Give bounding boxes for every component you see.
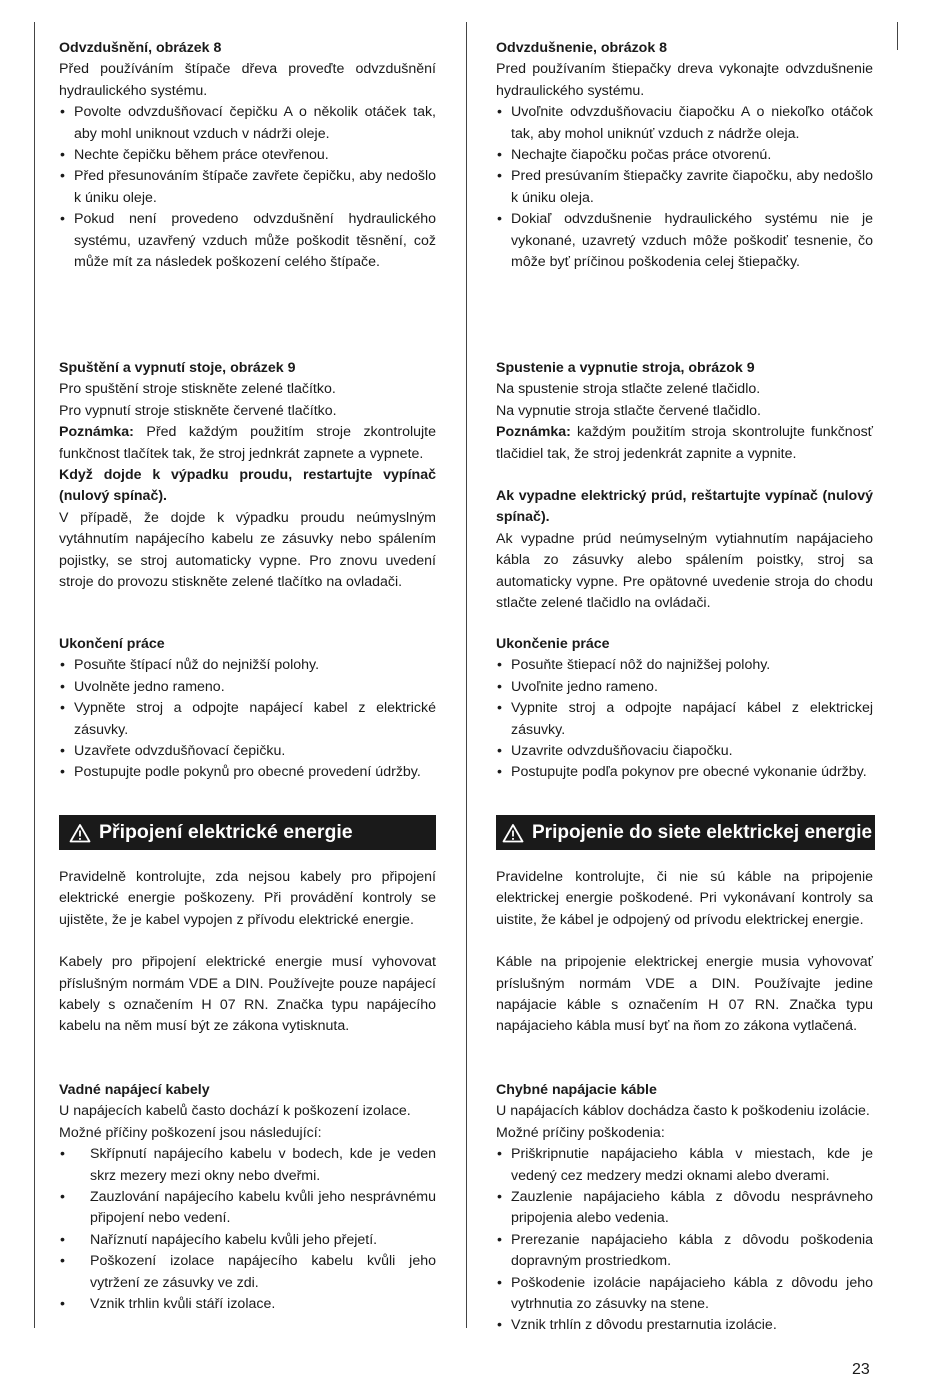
bullet-list xyxy=(59,655,436,783)
connection-section-cz xyxy=(59,867,436,1038)
section-title: Spuštění a vypnutí stoje, obrázek 9 xyxy=(59,360,296,376)
list-item: • Postupujte podľa pokynov pre obecné vykonanie údržby. xyxy=(496,762,873,783)
bullet-list xyxy=(496,1144,873,1337)
paragraph: Pravidelne kontrolujte, či nie sú káble na pripojenie elektrickej energie poškodené. Pri vykonávaní kontroly sa uistite, že kábel je odpojený od prívodu elektrickej energie. xyxy=(496,869,873,928)
section-title: Odvzdušnenie, obrázok 8 xyxy=(496,40,668,56)
list-item: • Posuňte štípací nůž do nejnižší polohy. xyxy=(59,655,436,676)
paragraph: V případě, že dojde k výpadku proudu neúmyslným vytáhnutím napájecího kabelu ze zásuvky nebo spálením pojistky, se stroj automaticky vypne. Pro znovu uvedení stroje do provozu stiskněte zelené tlačítko na ovladači. xyxy=(59,509,436,591)
power-failure-heading: Když dojde k výpadku proudu, restartujte vypínač (nulový spínač). xyxy=(59,467,436,505)
start-stop-section-sk xyxy=(496,358,873,614)
paragraph: Pravidelně kontrolujte, zda nejsou kabely pro připojení elektrické energie poškozeny. Při provádění kontroly se ujistěte, že je kabel vypojen z přívodu elektrické energie. xyxy=(59,869,436,928)
section-title: Ukončenie práce xyxy=(496,636,610,652)
paragraph: Na vypnutie stroja stlačte červené tlačidlo. xyxy=(496,402,761,419)
page-number: 23 xyxy=(852,1361,870,1378)
finish-section-cz xyxy=(59,634,436,784)
section-title: Spustenie a vypnutie stroja, obrázok 9 xyxy=(496,360,755,376)
paragraph: Káble na pripojenie elektrickej energie musia vyhovovať príslušným normám VDE a DIN. Používajte jedine napájacie káble s označením H 07 RN. Značka typu napájacieho kábla musí byť na ňom zo zákona vytlačená. xyxy=(496,954,873,1035)
venting-section-cz xyxy=(59,38,436,273)
paragraph: Pro spuštění stroje stiskněte zelené tlačítko. xyxy=(59,381,336,398)
paragraph: U napájecích kabelů často dochází k poškození izolace. xyxy=(59,1103,411,1120)
bullet-list xyxy=(496,655,873,783)
warning-triangle-icon xyxy=(69,823,91,843)
note-text: Před každým použitím stroje zkontrolujte funkčnost tlačítek tak, že stroj jednkrát zapnete a vypnete. xyxy=(59,424,436,462)
list-item: • Dokiaľ odvzdušnenie hydraulického systému nie je vykonané, uzavretý vzduch môže poškodiť tesnenie, čo môže byť príčinou poškodenia celej štiepačky. xyxy=(496,209,873,273)
list-item: • Nechajte čiapočku počas práce otvorenú. xyxy=(496,145,873,166)
paragraph: Před používáním štípače dřeva proveďte odvzdušnění hydraulického systému. xyxy=(59,61,436,99)
paragraph: Na spustenie stroja stlačte zelené tlačidlo. xyxy=(496,381,761,398)
list-item: • Uzavrite odvzdušňovaciu čiapočku. xyxy=(496,741,873,762)
paragraph: Možné príčiny poškodenia: xyxy=(496,1124,665,1141)
list-item: • Zauzlování napájecího kabelu kvůli jeho nesprávnému připojení nebo vedení. xyxy=(59,1187,436,1230)
paragraph: U napájacích káblov dochádza často k poškodeniu izolácie. xyxy=(496,1103,870,1120)
list-item: • Skřípnutí napájecího kabelu v bodech, kde je veden skrz mezery mezi okny nebo dveřmi. xyxy=(59,1144,436,1187)
list-item: • Pred presúvaním štiepačky zavrite čiapočku, aby nedošlo k úniku oleja. xyxy=(496,166,873,209)
paragraph: Pred používaním štiepačky dreva vykonajte odvzdušnenie hydraulického systému. xyxy=(496,61,873,99)
section-banner-sk xyxy=(496,815,875,850)
paragraph: Kabely pro připojení elektrické energie musí vyhovovat příslušným normám VDE a DIN. Používejte pouze napájecí kabely s označením H 07 RN. Značka typu napájecího kabelu na něm musí být ze zákona vytisknuta. xyxy=(59,954,436,1035)
note-text: každým použitím stroja skontrolujte funkčnosť tlačidiel tak, že stroj jedenkrát zapnite a vypnite. xyxy=(496,424,873,462)
finish-section-sk xyxy=(496,634,873,784)
list-item: • Pokud není provedeno odvzdušnění hydraulického systému, uzavřený vzduch může poškodit těsnění, což může mít za následek poškození celého štípače. xyxy=(59,209,436,273)
bullet-list xyxy=(59,1144,436,1315)
section-title: Vadné napájecí kabely xyxy=(59,1082,210,1098)
start-stop-section-cz xyxy=(59,358,436,593)
list-item: • Vznik trhlín z dôvodu prestarnutia izolácie. xyxy=(496,1315,873,1336)
venting-section-sk xyxy=(496,38,873,273)
list-item: • Poškození izolace napájecího kabelu kvůli jeho vytržení ze zásuvky ve zdi. xyxy=(59,1251,436,1294)
right-margin-rule xyxy=(897,22,898,50)
section-title: Chybné napájacie káble xyxy=(496,1082,657,1098)
list-item: • Vypněte stroj a odpojte napájecí kabel z elektrické zásuvky. xyxy=(59,698,436,741)
bullet-list xyxy=(59,102,436,273)
list-item: • Zauzlenie napájacieho kábla z dôvodu nesprávneho pripojenia alebo vedenia. xyxy=(496,1187,873,1230)
list-item: • Naříznutí napájecího kabelu kvůli jeho přejetí. xyxy=(59,1230,436,1251)
note-paragraph xyxy=(59,422,436,465)
section-banner-cz xyxy=(59,815,436,850)
paragraph: Ak vypadne prúd neúmyselným vytiahnutím napájacieho kábla zo zásuvky alebo spálením poistky, stroj sa automaticky vypne. Pre opätovné uvedenie stroja do chodu stlačte zelené tlačidlo na ovládači. xyxy=(496,530,873,612)
list-item: • Nechte čepičku během práce otevřenou. xyxy=(59,145,436,166)
section-title: Odvzdušnění, obrázek 8 xyxy=(59,40,222,56)
list-item: • Před přesunováním štípače zavřete čepičku, aby nedošlo k úniku oleje. xyxy=(59,166,436,209)
banner-title: Pripojenie do siete elektrickej energie xyxy=(532,821,873,843)
column-divider-rule xyxy=(466,22,467,1328)
faulty-cables-section-sk xyxy=(496,1080,873,1337)
list-item: • Postupujte podle pokynů pro obecné provedení údržby. xyxy=(59,762,436,783)
banner-title: Připojení elektrické energie xyxy=(99,820,353,843)
note-label: Poznámka: xyxy=(496,424,571,441)
list-item: • Poškodenie izolácie napájacieho kábla z dôvodu jeho vytrhnutia zo zásuvky na stene. xyxy=(496,1273,873,1316)
left-margin-rule xyxy=(34,22,35,1328)
connection-section-sk xyxy=(496,867,873,1038)
note-label: Poznámka: xyxy=(59,424,134,441)
warning-triangle-icon xyxy=(502,823,524,843)
paragraph: Pro vypnutí stroje stiskněte červené tlačítko. xyxy=(59,402,337,419)
section-title: Ukončení práce xyxy=(59,636,165,652)
faulty-cables-section-cz xyxy=(59,1080,436,1315)
list-item: • Vypnite stroj a odpojte napájací kábel z elektrickej zásuvky. xyxy=(496,698,873,741)
paragraph: Možné příčiny poškození jsou následující: xyxy=(59,1124,322,1141)
list-item: • Uzavřete odvzdušňovací čepičku. xyxy=(59,741,436,762)
note-paragraph xyxy=(496,422,873,465)
list-item: • Uvoľnite odvzdušňovaciu čiapočku A o niekoľko otáčok tak, aby mohol uniknúť vzduch z nádrže oleja. xyxy=(496,102,873,145)
list-item: • Uvoľnite jedno rameno. xyxy=(496,677,873,698)
list-item: • Vznik trhlin kvůli stáří izolace. xyxy=(59,1294,436,1315)
list-item: • Priškripnutie napájacieho kábla v miestach, kde je vedený cez medzery medzi oknami alebo dverami. xyxy=(496,1144,873,1187)
list-item: • Povolte odvzdušňovací čepičku A o několik otáček tak, aby mohl uniknout vzduch v nádrži oleje. xyxy=(59,102,436,145)
list-item: • Prerezanie napájacieho kábla z dôvodu poškodenia dopravným prostriedkom. xyxy=(496,1230,873,1273)
power-failure-heading: Ak vypadne elektrický prúd, reštartujte vypínač (nulový spínač). xyxy=(496,488,873,526)
list-item: • Posuňte štiepací nôž do najnižšej polohy. xyxy=(496,655,873,676)
bullet-list xyxy=(496,102,873,273)
list-item: • Uvolněte jedno rameno. xyxy=(59,677,436,698)
